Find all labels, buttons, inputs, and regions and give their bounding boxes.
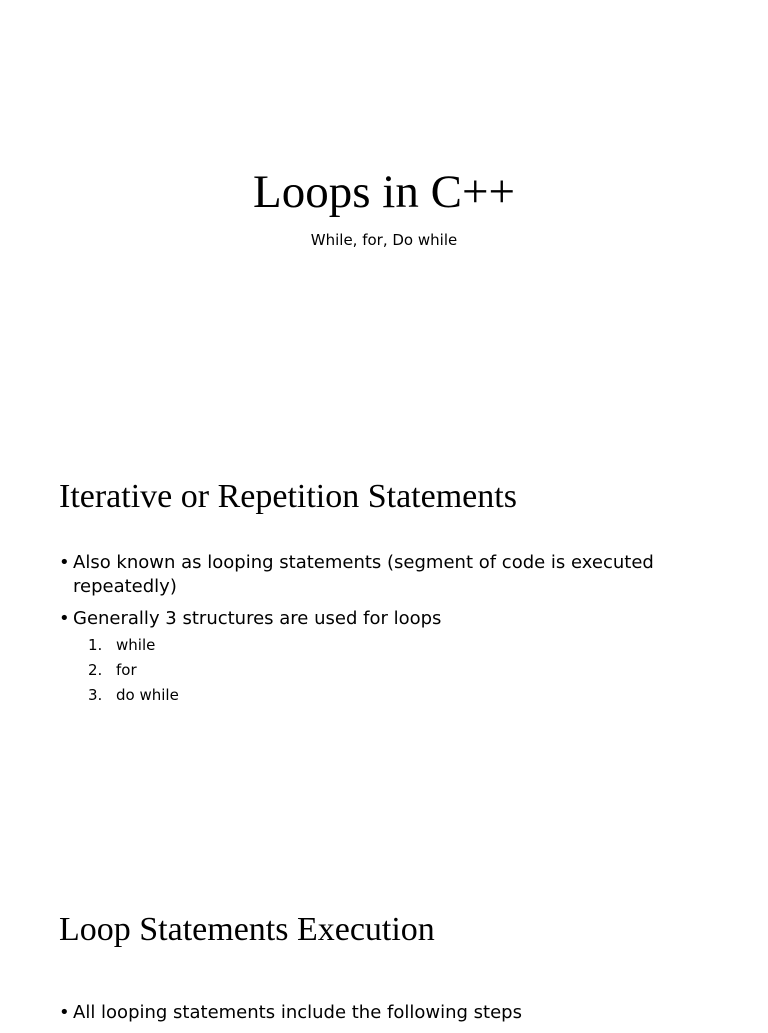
bullet-list bbox=[59, 551, 699, 716]
list-item bbox=[73, 633, 699, 658]
slide-heading: Iterative or Repetition Statements bbox=[59, 478, 517, 515]
slide-title bbox=[0, 0, 768, 432]
slide-loop-execution bbox=[0, 864, 768, 1024]
slide-subtitle: While, for, Do while bbox=[310, 231, 458, 249]
bullet-list bbox=[59, 1001, 699, 1033]
numbered-list bbox=[73, 633, 699, 708]
slide-iterative-statements bbox=[0, 432, 768, 864]
list-item-text: for bbox=[116, 661, 137, 679]
bullet-icon: • bbox=[59, 1002, 70, 1023]
list-item bbox=[73, 683, 699, 708]
bullet-icon: • bbox=[59, 608, 70, 629]
list-number: 2. bbox=[88, 661, 103, 679]
bullet-item bbox=[59, 551, 699, 599]
slide-title-heading: Loops in C++ bbox=[253, 166, 515, 218]
list-number: 1. bbox=[88, 636, 103, 654]
bullet-icon: • bbox=[59, 552, 70, 573]
list-item-text: while bbox=[116, 636, 156, 654]
list-item-text: do while bbox=[116, 686, 179, 704]
bullet-text: Generally 3 structures are used for loops bbox=[73, 608, 442, 629]
list-item bbox=[73, 658, 699, 683]
bullet-item bbox=[59, 607, 699, 708]
bullet-text: Also known as looping statements (segment of code is executed repeatedly) bbox=[73, 552, 654, 597]
bullet-item bbox=[59, 1001, 699, 1025]
slide-heading: Loop Statements Execution bbox=[59, 911, 435, 948]
list-number: 3. bbox=[88, 686, 103, 704]
bullet-text: All looping statements include the following steps bbox=[73, 1002, 522, 1023]
